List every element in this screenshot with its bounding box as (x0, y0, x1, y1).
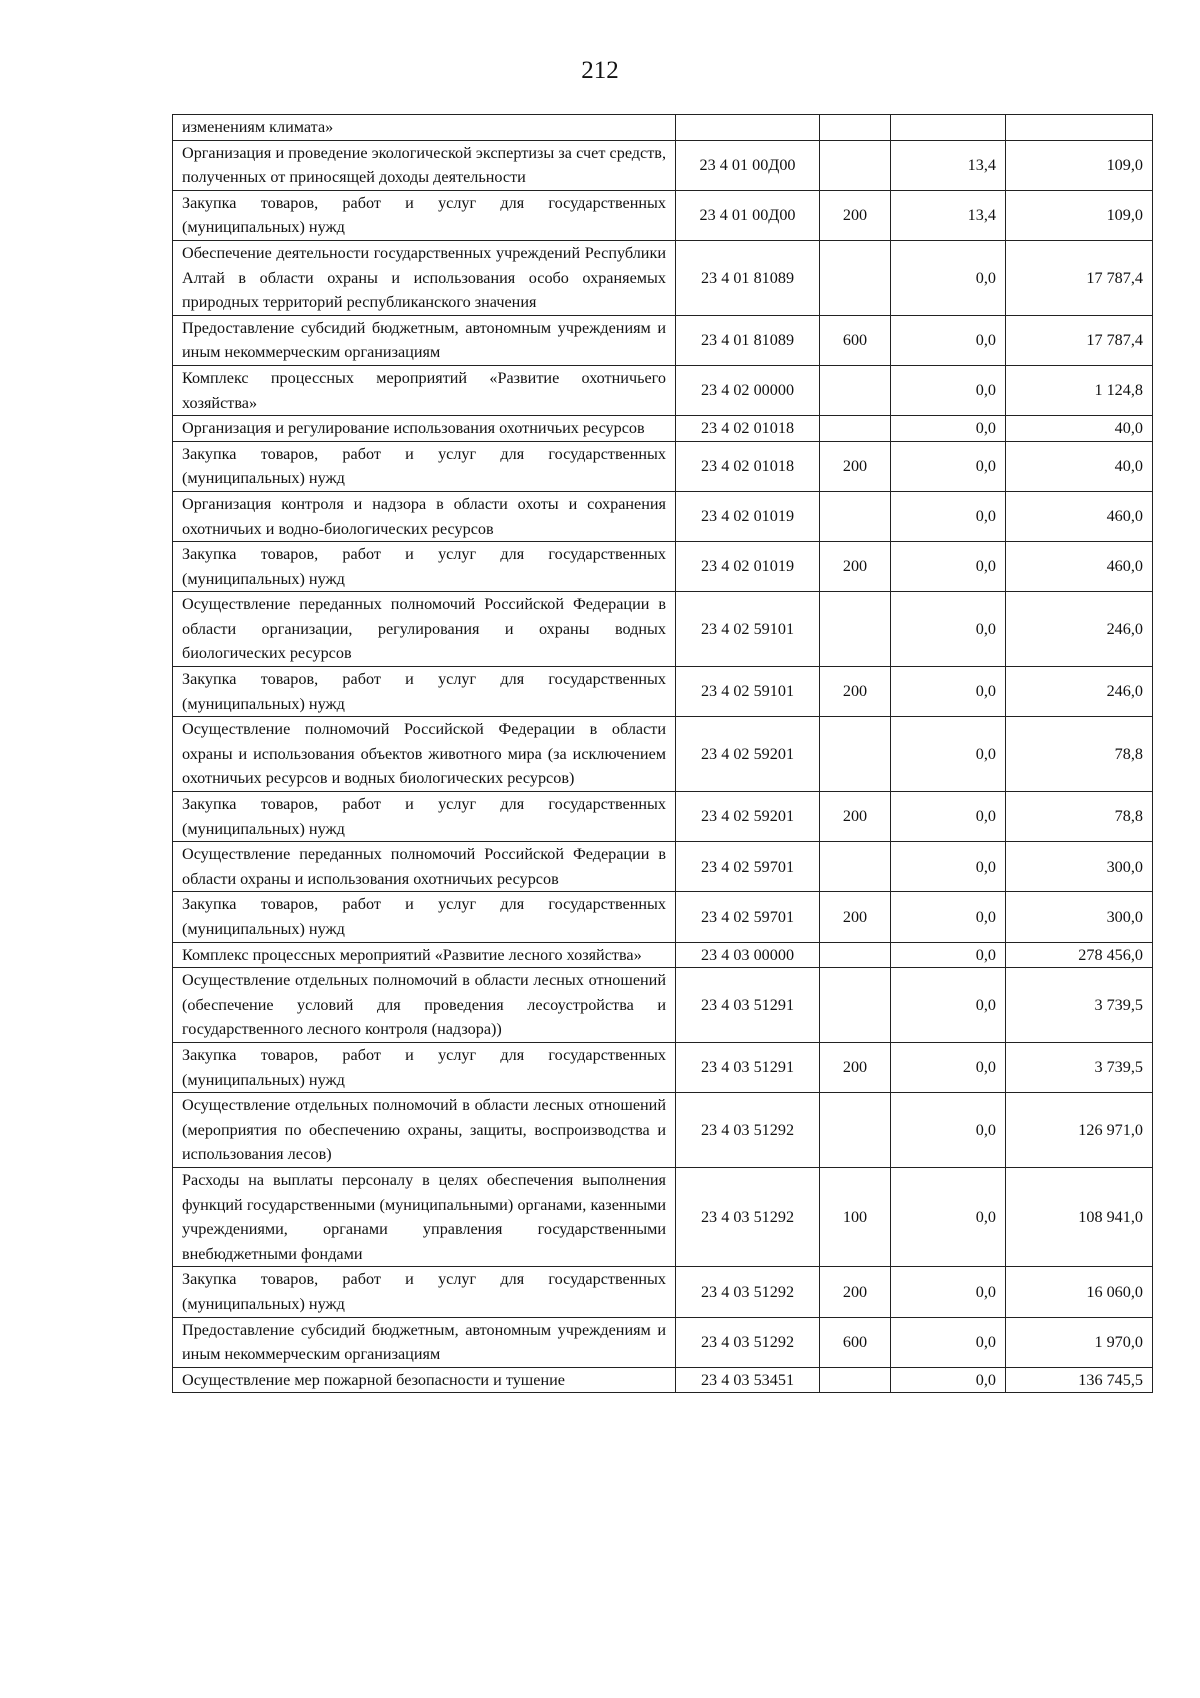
row-value-1: 0,0 (891, 792, 1006, 842)
row-value-2: 17 787,4 (1006, 240, 1153, 315)
row-name: Обеспечение деятельности государственных учреждений Республики Алтай в области охраны и использования особо охраняемых природных территорий республиканского значения (173, 240, 676, 315)
row-value-1: 0,0 (891, 942, 1006, 968)
row-code: 23 4 03 51292 (676, 1093, 820, 1168)
row-code: 23 4 03 53451 (676, 1367, 820, 1393)
row-expense-type (820, 365, 891, 415)
row-value-1: 0,0 (891, 441, 1006, 491)
row-expense-type (820, 240, 891, 315)
table-row (173, 1167, 1153, 1266)
row-expense-type (820, 1093, 891, 1168)
row-value-1: 0,0 (891, 1042, 1006, 1092)
row-value-1: 0,0 (891, 315, 1006, 365)
row-name: Осуществление переданных полномочий Российской Федерации в области охраны и использования охотничьих ресурсов (173, 842, 676, 892)
row-name: изменениям климата» (173, 115, 676, 141)
row-expense-type: 200 (820, 1042, 891, 1092)
row-value-2: 78,8 (1006, 792, 1153, 842)
row-value-2: 108 941,0 (1006, 1167, 1153, 1266)
row-expense-type (820, 115, 891, 141)
row-value-2: 278 456,0 (1006, 942, 1153, 968)
row-expense-type: 200 (820, 1267, 891, 1317)
row-value-2: 40,0 (1006, 441, 1153, 491)
row-value-1 (891, 115, 1006, 141)
row-value-2: 16 060,0 (1006, 1267, 1153, 1317)
row-code: 23 4 02 01019 (676, 491, 820, 541)
row-code: 23 4 03 00000 (676, 942, 820, 968)
row-expense-type: 600 (820, 315, 891, 365)
row-value-1: 0,0 (891, 365, 1006, 415)
row-expense-type (820, 968, 891, 1043)
row-expense-type (820, 717, 891, 792)
row-code: 23 4 02 59201 (676, 792, 820, 842)
row-name: Закупка товаров, работ и услуг для государственных (муниципальных) нужд (173, 1267, 676, 1317)
row-value-1: 0,0 (891, 1167, 1006, 1266)
row-code: 23 4 03 51292 (676, 1167, 820, 1266)
table-row (173, 792, 1153, 842)
row-code: 23 4 02 00000 (676, 365, 820, 415)
row-expense-type (820, 592, 891, 667)
row-name: Закупка товаров, работ и услуг для государственных (муниципальных) нужд (173, 190, 676, 240)
row-code: 23 4 02 59701 (676, 892, 820, 942)
row-code: 23 4 01 00Д00 (676, 190, 820, 240)
row-expense-type: 200 (820, 667, 891, 717)
table-row (173, 1093, 1153, 1168)
row-value-1: 0,0 (891, 717, 1006, 792)
row-value-2: 3 739,5 (1006, 968, 1153, 1043)
row-name: Осуществление мер пожарной безопасности и тушение (173, 1367, 676, 1393)
row-value-2: 1 124,8 (1006, 365, 1153, 415)
row-name: Осуществление переданных полномочий Российской Федерации в области организации, регулирования и охраны водных биологических ресурсов (173, 592, 676, 667)
row-expense-type: 600 (820, 1317, 891, 1367)
row-name: Закупка товаров, работ и услуг для государственных (муниципальных) нужд (173, 892, 676, 942)
table-body (173, 115, 1153, 1393)
row-code: 23 4 02 59201 (676, 717, 820, 792)
row-value-1: 0,0 (891, 416, 1006, 442)
row-value-1: 0,0 (891, 667, 1006, 717)
row-code: 23 4 02 59101 (676, 667, 820, 717)
row-expense-type: 200 (820, 542, 891, 592)
table-row (173, 968, 1153, 1043)
row-expense-type: 200 (820, 892, 891, 942)
row-name: Закупка товаров, работ и услуг для государственных (муниципальных) нужд (173, 542, 676, 592)
row-value-1: 0,0 (891, 240, 1006, 315)
row-code: 23 4 03 51292 (676, 1317, 820, 1367)
row-value-1: 13,4 (891, 190, 1006, 240)
row-expense-type (820, 1367, 891, 1393)
row-name: Организация и регулирование использования охотничьих ресурсов (173, 416, 676, 442)
row-expense-type (820, 942, 891, 968)
table-row (173, 1367, 1153, 1393)
row-code: 23 4 02 01018 (676, 416, 820, 442)
row-expense-type: 100 (820, 1167, 891, 1266)
row-value-2: 126 971,0 (1006, 1093, 1153, 1168)
row-value-2: 40,0 (1006, 416, 1153, 442)
row-expense-type: 200 (820, 792, 891, 842)
row-name: Комплекс процессных мероприятий «Развитие лесного хозяйства» (173, 942, 676, 968)
row-name: Предоставление субсидий бюджетным, автономным учреждениям и иным некоммерческим организациям (173, 315, 676, 365)
row-value-2: 17 787,4 (1006, 315, 1153, 365)
row-name: Осуществление отдельных полномочий в области лесных отношений (мероприятия по обеспечению охраны, защиты, воспроизводства и использования лесов) (173, 1093, 676, 1168)
row-value-2: 460,0 (1006, 491, 1153, 541)
table-row (173, 365, 1153, 415)
row-value-1: 0,0 (891, 842, 1006, 892)
table-row (173, 491, 1153, 541)
row-value-2: 460,0 (1006, 542, 1153, 592)
row-expense-type (820, 416, 891, 442)
row-value-1: 13,4 (891, 140, 1006, 190)
row-value-2: 3 739,5 (1006, 1042, 1153, 1092)
table-row (173, 441, 1153, 491)
row-code: 23 4 01 81089 (676, 240, 820, 315)
row-value-1: 0,0 (891, 892, 1006, 942)
row-value-2: 109,0 (1006, 140, 1153, 190)
row-value-1: 0,0 (891, 491, 1006, 541)
table-row (173, 190, 1153, 240)
row-expense-type (820, 491, 891, 541)
table-row (173, 315, 1153, 365)
row-code: 23 4 03 51292 (676, 1267, 820, 1317)
row-name: Организация контроля и надзора в области охоты и сохранения охотничьих и водно-биологических ресурсов (173, 491, 676, 541)
row-name: Комплекс процессных мероприятий «Развитие охотничьего хозяйства» (173, 365, 676, 415)
row-value-2: 300,0 (1006, 892, 1153, 942)
row-value-2: 136 745,5 (1006, 1367, 1153, 1393)
row-code: 23 4 03 51291 (676, 1042, 820, 1092)
row-value-2 (1006, 115, 1153, 141)
page-number: 212 (581, 57, 619, 84)
row-code: 23 4 02 59101 (676, 592, 820, 667)
row-expense-type (820, 842, 891, 892)
row-code: 23 4 03 51291 (676, 968, 820, 1043)
row-code: 23 4 02 01019 (676, 542, 820, 592)
table-row (173, 140, 1153, 190)
row-value-2: 300,0 (1006, 842, 1153, 892)
row-name: Расходы на выплаты персоналу в целях обеспечения выполнения функций государственными (муниципальными) органами, казенными учреждениями, органами управления государственными внебюджетными фондами (173, 1167, 676, 1266)
table-row (173, 416, 1153, 442)
row-name: Осуществление полномочий Российской Федерации в области охраны и использования объектов животного мира (за исключением охотничьих ресурсов и водных биологических ресурсов) (173, 717, 676, 792)
table-row (173, 115, 1153, 141)
row-value-2: 109,0 (1006, 190, 1153, 240)
table-row (173, 1317, 1153, 1367)
row-value-1: 0,0 (891, 968, 1006, 1043)
row-value-2: 78,8 (1006, 717, 1153, 792)
row-name: Осуществление отдельных полномочий в области лесных отношений (обеспечение условий для проведения лесоустройства и государственного лесного контроля (надзора)) (173, 968, 676, 1043)
row-name: Организация и проведение экологической экспертизы за счет средств, полученных от приносящей доходы деятельности (173, 140, 676, 190)
row-name: Закупка товаров, работ и услуг для государственных (муниципальных) нужд (173, 1042, 676, 1092)
row-value-1: 0,0 (891, 542, 1006, 592)
table-row (173, 667, 1153, 717)
row-value-2: 246,0 (1006, 592, 1153, 667)
table-row (173, 717, 1153, 792)
row-code: 23 4 01 00Д00 (676, 140, 820, 190)
row-name: Предоставление субсидий бюджетным, автономным учреждениям и иным некоммерческим организациям (173, 1317, 676, 1367)
budget-table (172, 114, 1153, 1393)
table-row (173, 1042, 1153, 1092)
row-value-2: 1 970,0 (1006, 1317, 1153, 1367)
table-row (173, 542, 1153, 592)
row-expense-type: 200 (820, 190, 891, 240)
row-value-1: 0,0 (891, 1367, 1006, 1393)
table-row (173, 842, 1153, 892)
row-value-2: 246,0 (1006, 667, 1153, 717)
row-value-1: 0,0 (891, 1267, 1006, 1317)
row-code: 23 4 02 01018 (676, 441, 820, 491)
row-name: Закупка товаров, работ и услуг для государственных (муниципальных) нужд (173, 792, 676, 842)
row-value-1: 0,0 (891, 1093, 1006, 1168)
table-row (173, 942, 1153, 968)
row-expense-type (820, 140, 891, 190)
row-value-1: 0,0 (891, 1317, 1006, 1367)
row-code (676, 115, 820, 141)
row-expense-type: 200 (820, 441, 891, 491)
row-value-1: 0,0 (891, 592, 1006, 667)
row-name: Закупка товаров, работ и услуг для государственных (муниципальных) нужд (173, 441, 676, 491)
table-row (173, 592, 1153, 667)
row-code: 23 4 02 59701 (676, 842, 820, 892)
row-code: 23 4 01 81089 (676, 315, 820, 365)
table-row (173, 892, 1153, 942)
row-name: Закупка товаров, работ и услуг для государственных (муниципальных) нужд (173, 667, 676, 717)
table-row (173, 1267, 1153, 1317)
table-row (173, 240, 1153, 315)
